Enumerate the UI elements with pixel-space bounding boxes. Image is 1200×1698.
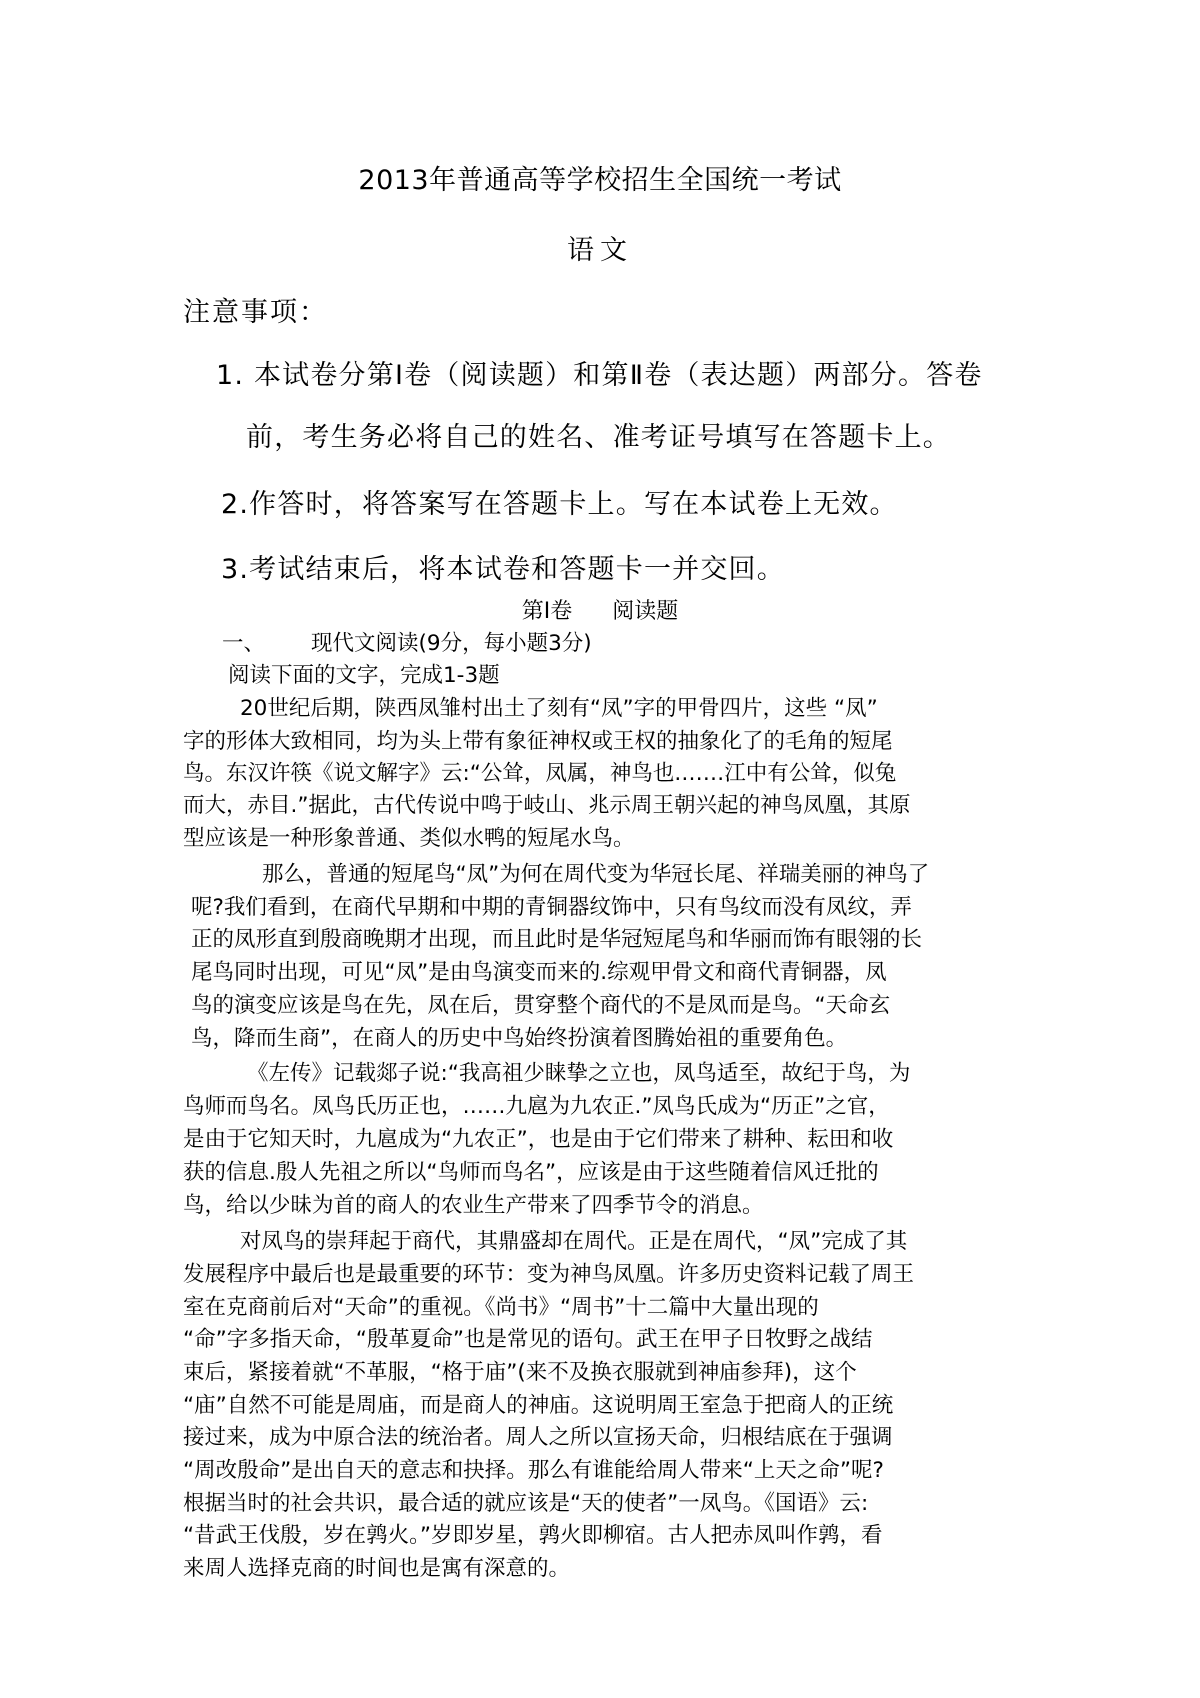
passage-line: 发展程序中最后也是最重要的环节：变为神鸟凤凰。许多历史资料记载了周王 <box>183 1262 915 1287</box>
passage-line: 根据当时的社会共识，最合适的就应该是“天的使者”一凤鸟。《国语》云: <box>183 1491 869 1516</box>
notice-item-1-continued: 前，考生务必将自己的姓名、准考证号填写在答题卡上。 <box>246 422 951 453</box>
passage-line: 20世纪后期，陕西凤雏村出土了刻有“凤”字的甲骨四片，这些 “凤” <box>240 696 878 721</box>
exam-title: 2013年普通高等学校招生全国统一考试 <box>358 165 842 196</box>
notice-item-3: 3.考试结束后，将本试卷和答题卡一并交回。 <box>221 554 785 585</box>
passage-line: 束后，紧接着就“不革服，“格于庙”(来不及换衣服就到神庙参拜)，这个 <box>183 1360 857 1385</box>
passage-line: 而大，赤目.”据此，古代传说中鸣于岐山、兆示周王朝兴起的神鸟凤凰，其原 <box>183 793 911 818</box>
section-name: 阅读题 <box>612 599 679 624</box>
passage-line: 型应该是一种形象普通、类似水鸭的短尾水鸟。 <box>183 826 635 851</box>
passage-line: 来周人选择克商的时间也是寓有深意的。 <box>183 1556 571 1581</box>
passage-line: “周改殷命”是出自天的意志和抉择。那么有谁能给周人带来“上天之命”呢? <box>183 1458 884 1483</box>
passage-line: 室在克商前后对“天命”的重视。《尚书》“周书”十二篇中大量出现的 <box>183 1295 819 1320</box>
passage-line: 正的凤形直到殷商晚期才出现，而且此时是华冠短尾鸟和华丽而饰有眼翎的长 <box>191 927 923 952</box>
passage-line: “庙”自然不可能是周庙，而是商人的神庙。这说明周王室急于把商人的正统 <box>183 1393 894 1418</box>
passage-line: “昔武王伐殷，岁在鹑火。”岁即岁星，鹑火即柳宿。古人把赤凤叫作鹑，看 <box>183 1523 883 1548</box>
passage-line: 鸟，降而生商”，在商人的历史中鸟始终扮演着图腾始祖的重要角色。 <box>191 1026 848 1051</box>
part-number: 一、 <box>222 631 266 656</box>
section-volume-label: 第Ⅰ卷 <box>521 599 573 624</box>
passage-line: 字的形体大致相同，均为头上带有象征神权或王权的抽象化了的毛角的短尾 <box>183 729 893 754</box>
passage-line: 鸟师而鸟名。凤鸟氏历正也，……九扈为九农正.”凤鸟氏成为“历正”之官， <box>183 1094 890 1119</box>
notice-heading: 注意事项： <box>183 297 328 328</box>
notice-item-2: 2.作答时，将答案写在答题卡上。写在本试卷上无效。 <box>221 489 898 520</box>
part-label: 现代文阅读(9分，每小题3分) <box>311 631 592 656</box>
passage-line: 鸟的演变应该是鸟在先，凤在后，贯穿整个商代的不是凤而是鸟。“天命玄 <box>191 993 891 1018</box>
reading-instruction: 阅读下面的文字，完成1-3题 <box>228 663 500 688</box>
notice-item-1: 1. 本试卷分第Ⅰ卷（阅读题）和第Ⅱ卷（表达题）两部分。答卷 <box>216 360 983 391</box>
passage-line: 鸟。东汉许筷《说文解字》云:“公耸，凤属，神鸟也.……江中有公耸，似兔 <box>183 761 897 786</box>
passage-line: 呢?我们看到，在商代早期和中期的青铜器纹饰中，只有鸟纹而没有凤纹，弄 <box>191 895 912 920</box>
passage-line: 那么，普通的短尾鸟“凤”为何在周代变为华冠长尾、祥瑞美丽的神鸟了 <box>262 862 930 887</box>
passage-line: 尾鸟同时出现，可见“凤”是由鸟演变而来的.综观甲骨文和商代青铜器，凤 <box>191 960 887 985</box>
passage-line: 对凤鸟的崇拜起于商代，其鼎盛却在周代。正是在周代，“凤”完成了其 <box>240 1229 908 1254</box>
passage-line: “命”字多指天命，“殷革夏命”也是常见的语句。武王在甲子日牧野之战结 <box>183 1327 873 1352</box>
passage-line: 是由于它知天时，九扈成为“九农正”，也是由于它们带来了耕种、耘田和收 <box>183 1127 894 1152</box>
passage-line: 鸟，给以少昧为首的商人的农业生产带来了四季节令的消息。 <box>183 1193 764 1218</box>
passage-line: 《左传》记载郯子说:“我高祖少睐挚之立也，凤鸟适至，故纪于鸟，为 <box>247 1061 911 1086</box>
subject-title: 语文 <box>567 235 633 266</box>
section-title <box>0 594 1200 625</box>
part-heading <box>222 626 592 657</box>
passage-line: 获的信息.殷人先祖之所以“鸟师而鸟名”，应该是由于这些随着信风迁批的 <box>183 1160 879 1185</box>
passage-line: 接过来，成为中原合法的统治者。周人之所以宣扬天命，归根结底在于强调 <box>183 1425 893 1450</box>
